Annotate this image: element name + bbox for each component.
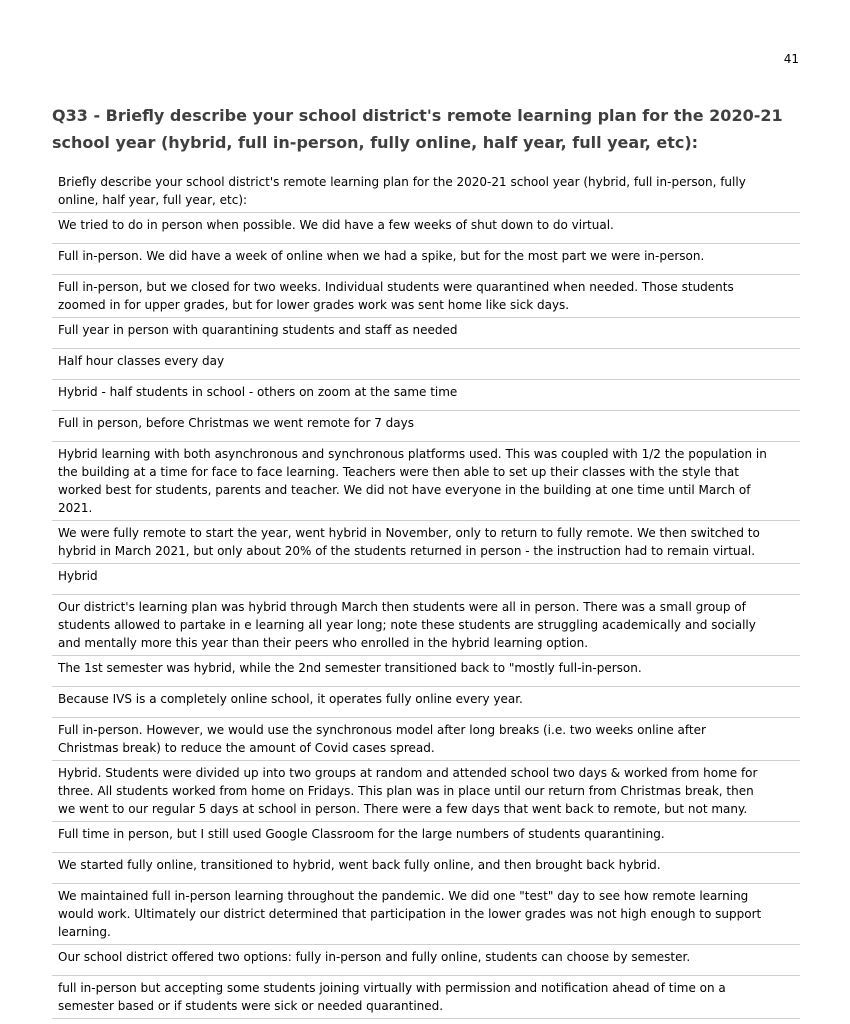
response-item: Our district's learning plan was hybrid through March then students were all in person. There was a small group of students allowed to partake in e learning all year long; note these students are struggling academically and socially and mentally more this year than their peers who enrolled in the hybrid learning option. — [52, 595, 800, 656]
response-item: Because IVS is a completely online school, it operates fully online every year. — [52, 687, 800, 718]
response-item: We tried to do in person when possible. We did have a few weeks of shut down to do virtual. — [52, 213, 800, 244]
response-item: Half hour classes every day — [52, 349, 800, 380]
response-item: Our school district offered two options: fully in-person and fully online, students can choose by semester. — [52, 945, 800, 976]
response-item: Full in person, before Christmas we went remote for 7 days — [52, 411, 800, 442]
response-item: Full in-person. We did have a week of online when we had a spike, but for the most part we were in-person. — [52, 244, 800, 275]
response-item: We maintained full in-person learning throughout the pandemic. We did one "test" day to see how remote learning would work. Ultimately our district determined that participation in the lower grades was not high enough to support learning. — [52, 884, 800, 945]
response-item: Hybrid learning with both asynchronous and synchronous platforms used. This was coupled with 1/2 the population in the building at a time for face to face learning. Teachers were then able to set up their classes with the style that worked best for students, parents and teacher. We did not have everyone in the building at one time until March of 2021. — [52, 442, 800, 521]
response-item: Hybrid — [52, 564, 800, 595]
response-list — [52, 170, 800, 1019]
response-item: Full in-person, but we closed for two weeks. Individual students were quarantined when needed. Those students zoomed in for upper grades, but for lower grades work was sent home like sick days. — [52, 275, 800, 318]
response-item: Hybrid. Students were divided up into two groups at random and attended school two days & worked from home for three. All students worked from home on Fridays. This plan was in place until our return from Christmas break, then we went to our regular 5 days at school in person. There were a few days that went back to remote, but not many. — [52, 761, 800, 822]
page-number: 41 — [783, 52, 799, 66]
question-title: Q33 - Briefly describe your school district's remote learning plan for the 2020-21 school year (hybrid, full in-person, fully online, half year, full year, etc): — [52, 106, 783, 152]
response-item: We started fully online, transitioned to hybrid, went back fully online, and then brought back hybrid. — [52, 853, 800, 884]
response-item: We were fully remote to start the year, went hybrid in November, only to return to fully remote. We then switched to hybrid in March 2021, but only about 20% of the students returned in person - the instruction had to remain virtual. — [52, 521, 800, 564]
response-item: The 1st semester was hybrid, while the 2nd semester transitioned back to "mostly full-in-person. — [52, 656, 800, 687]
response-item: Full year in person with quarantining students and staff as needed — [52, 318, 800, 349]
response-item: Full in-person. However, we would use the synchronous model after long breaks (i.e. two weeks online after Christmas break) to reduce the amount of Covid cases spread. — [52, 718, 800, 761]
response-item: Hybrid - half students in school - others on zoom at the same time — [52, 380, 800, 411]
response-item: Full time in person, but I still used Google Classroom for the large numbers of students quarantining. — [52, 822, 800, 853]
response-header: Briefly describe your school district's remote learning plan for the 2020-21 school year (hybrid, full in-person, fully online, half year, full year, etc): — [52, 170, 800, 213]
response-item: full in-person but accepting some students joining virtually with permission and notification ahead of time on a semester based or if students were sick or needed quarantined. — [52, 976, 800, 1019]
